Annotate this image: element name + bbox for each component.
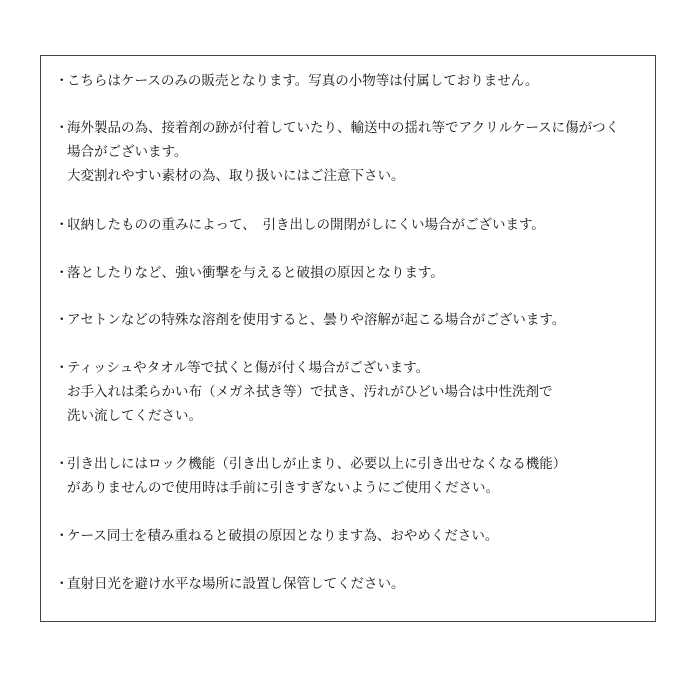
notice-item [55, 524, 649, 548]
notice-text: ・ 直射日光を避け水平な場所に設置し保管してください。 [55, 572, 649, 596]
notice-text-continued: 大変割れやすい素材の為、取り扱いにはご注意下さい。 [67, 168, 405, 184]
notice-item [55, 452, 649, 500]
notice-item [55, 213, 649, 237]
notice-text-continued: お手入れは柔らかい布（メガネ拭き等）で拭き、汚れがひどい場合は中性洗剤で [67, 384, 553, 400]
notice-item [55, 308, 649, 332]
notice-box [40, 55, 656, 622]
notice-item [55, 356, 649, 428]
notice-text: ・ 落としたりなど、強い衝撃を与えると破損の原因となります。 [55, 261, 649, 285]
notice-list [41, 56, 655, 621]
notice-text: ・ 引き出しにはロック機能（引き出しが止まり、必要以上に引き出せなくなる機能） [55, 452, 649, 476]
notice-text: ・ 海外製品の為、接着剤の跡が付着していたり、輸送中の揺れ等でアクリルケースに傷がつく [55, 116, 649, 140]
notice-item [55, 69, 649, 93]
notice-text: ・ ケース同士を積み重ねると破損の原因となります為、おやめください。 [55, 524, 649, 548]
notice-text: ・ アセトンなどの特殊な溶剤を使用すると、曇りや溶解が起こる場合がございます。 [55, 308, 649, 332]
notice-item [55, 572, 649, 596]
notice-text: ・ 収納したものの重みによって、 引き出しの開閉がしにくい場合がございます。 [55, 213, 649, 237]
notice-item [55, 116, 649, 188]
notice-text-continued: 洗い流してください。 [67, 408, 202, 424]
notice-item [55, 261, 649, 285]
notice-text: ・ ティッシュやタオル等で拭くと傷が付く場合がございます。 [55, 356, 649, 380]
notice-text-continued: 場合がございます。 [67, 144, 188, 160]
notice-text-continued: がありませんので使用時は手前に引きすぎないようにご使用ください。 [67, 480, 499, 496]
notice-text: ・ こちらはケースのみの販売となります。写真の小物等は付属しておりません。 [55, 69, 649, 93]
